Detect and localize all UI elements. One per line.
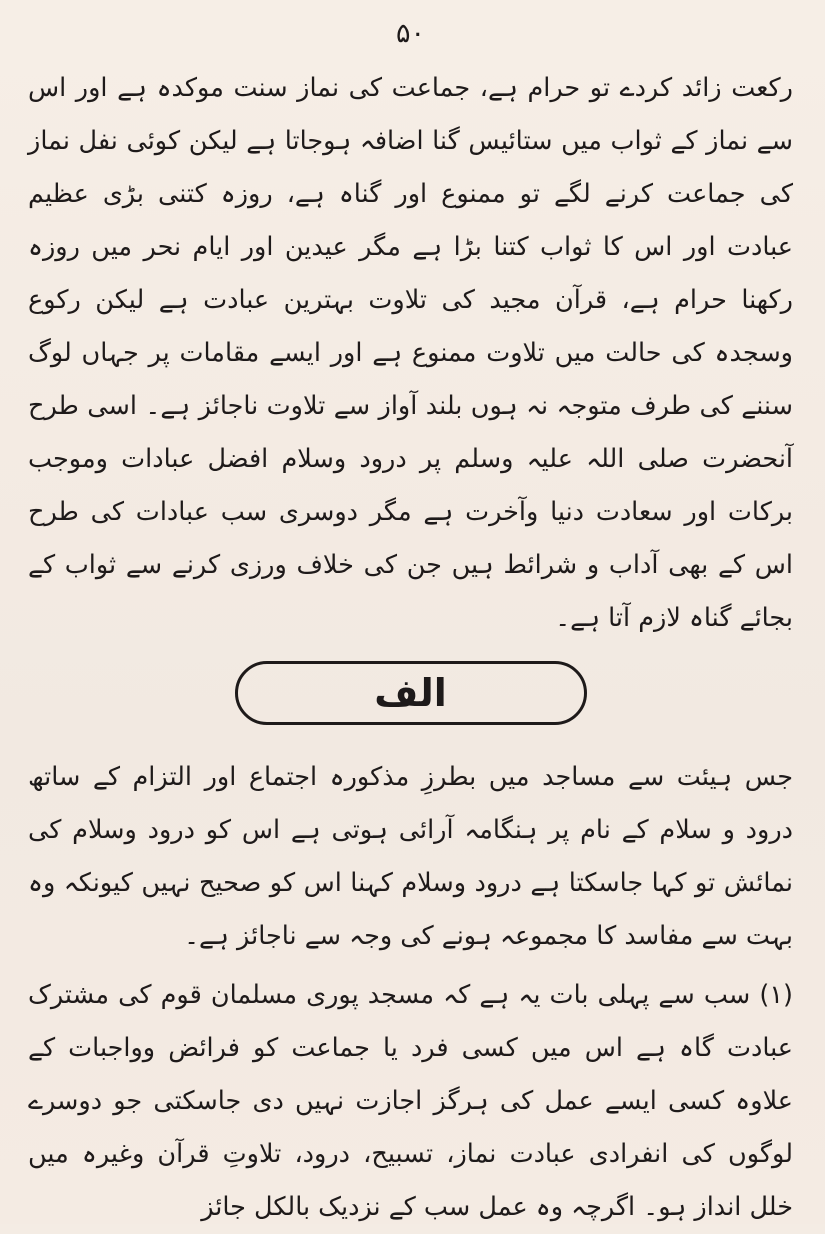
section-heading-box [235,661,587,725]
third-paragraph: (۱) سب سے پہلی بات یہ ہے کہ مسجد پوری مسلمان قوم کی مشترک عبادت گاہ ہے اس میں کسی فرد یا جماعت کو فرائض وواجبات کے علاوہ کسی ایسے عمل کی ہرگز اجازت نہیں دی جاسکتی جو دوسرے لوگوں کی انفرادی عبادت نماز، تسبیح، درود، تلاوتِ قرآن وغیرہ میں خلل انداز ہو۔ اگرچہ وہ عمل سب کے نزدیک بالکل جائز [28,980,793,1222]
section-heading-wrap [24,661,797,725]
second-paragraph: جس ہیئت سے مساجد میں بطرزِ مذکورہ اجتماع اور التزام کے ساتھ درود و سلام کے نام پر ہنگامہ آرائی ہوتی ہے اس کو درود وسلام کی نمائش تو کہا جاسکتا ہے درود وسلام کہنا اس کو صحیح نہیں کیونکہ وہ بہت سے مفاسد کا مجموعہ ہونے کی وجہ سے ناجائز ہے۔ [28,762,793,951]
intro-paragraph: رکعت زائد کردے تو حرام ہے، جماعت کی نماز سنت موکدہ ہے اور اس سے نماز کے ثواب میں ستائیس گنا اضافہ ہوجاتا ہے لیکن کوئی نفل نماز کی جماعت کرنے لگے تو ممنوع اور گناہ ہے، روزہ کتنی بڑی عظیم عبادت اور اس کا ثواب کتنا بڑا ہے مگر عیدین اور ایام نحر میں روزہ رکھنا حرام ہے، قرآن مجید کی تلاوت بہترین عبادت ہے لیکن رکوع وسجدہ کی حالت میں تلاوت ممنوع ہے اور ایسے مقامات پر جہاں لوگ سننے کی طرف متوجہ نہ ہوں بلند آواز سے تلاوت ناجائز ہے۔ اسی طرح آنحضرت صلی اللہ علیہ وسلم پر درود وسلام افضل عبادات وموجب برکات اور سعادت دنیا وآخرت ہے مگر دوسری سب عبادات کی طرح اس کے بھی آداب و شرائط ہیں جن کی خلاف ورزی کرنے سے ثواب کے بجائے گناہ لازم آتا ہے۔ [28,73,793,633]
page-number: ۵۰ [395,18,425,49]
section-heading: الف [374,671,447,715]
